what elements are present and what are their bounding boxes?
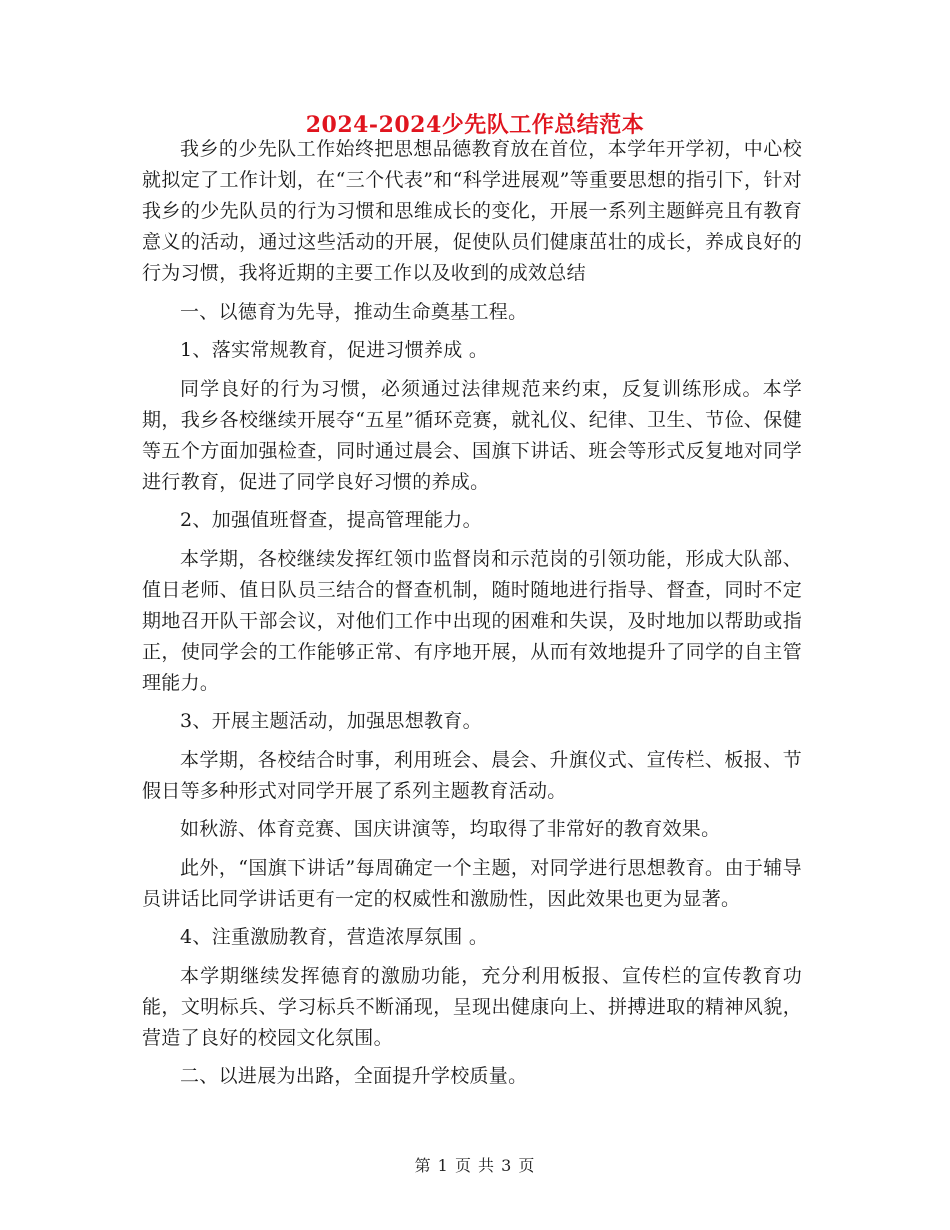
page-number-footer: 第 1 页 共 3 页 [414,1156,536,1175]
paragraph-flag-speech: 此外，“国旗下讲话”每周确定一个主题，对同学进行思想教育。由于辅导员讲话比同学讲话更有一定的权威性和激励性，因此效果也更为显著。 [142,856,802,910]
paragraph-intro: 我乡的少先队工作始终把思想品德教育放在首位，本学年开学初，中心校就拟定了工作计划，在“三个代表”和“科学进展观”等重要思想的指引下，针对我乡的少先队员的行为习惯和思维成长的变化，开展一系列主题鲜亮且有教育意义的活动，通过这些活动的开展，促使队员们健康茁壮的成长，养成良好的行为习惯，我将近期的主要工作以及收到的成效总结 [142,138,802,284]
section-heading-2: 二、以进展为出路，全面提升学校质量。 [180,1065,528,1087]
document-body [142,134,802,1100]
document-title: 2024-2024少先队工作总结范本 [305,112,645,138]
paragraph-themes: 本学期，各校结合时事，利用班会、晨会、升旗仪式、宣传栏、板报、节假日等多种形式对同学开展了系列主题教育活动。 [142,748,802,802]
paragraph-motivation: 本学期继续发挥德育的激励功能，充分利用板报、宣传栏的宣传教育功能，文明标兵、学习标兵不断涌现，呈现出健康向上、拼搏进取的精神风貌，营造了良好的校园文化氛围。 [142,964,802,1049]
paragraph-supervision: 本学期，各校继续发挥红领巾监督岗和示范岗的引领功能，形成大队部、值日老师、值日队员三结合的督查机制，随时随地进行指导、督查，同时不定期地召开队干部会议，对他们工作中出现的困难和失误，及时地加以帮助或指正，使同学会的工作能够正常、有序地开展，从而有效地提升了同学的自主管理能力。 [142,547,802,694]
section-heading-1: 一、以德育为先导，推动生命奠基工程。 [180,300,528,323]
paragraph-activities: 如秋游、体育竞赛、国庆讲演等，均取得了非常好的教育效果。 [180,818,721,840]
subheading-1-3: 3、开展主题活动，加强思想教育。 [180,710,482,732]
paragraph-habits: 同学良好的行为习惯，必须通过法律规范来约束，反复训练形成。本学期，我乡各校继续开展夺“五星”循环竞赛，就礼仪、纪律、卫生、节俭、保健等五个方面加强检查，同时通过晨会、国旗下讲话、班会等形式反复地对同学进行教育，促进了同学良好习惯的养成。 [142,377,802,493]
subheading-1-2: 2、加强值班督查，提高管理能力。 [180,509,482,531]
subheading-1-4: 4、注重激励教育，营造浓厚氛围 。 [180,926,489,948]
subheading-1-1: 1、落实常规教育，促进习惯养成 。 [180,339,489,361]
